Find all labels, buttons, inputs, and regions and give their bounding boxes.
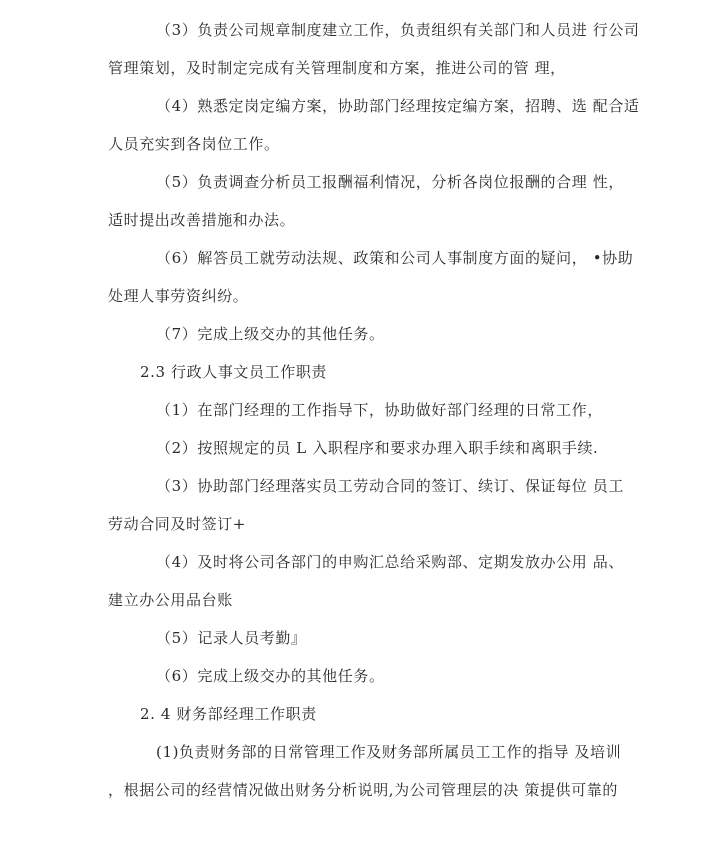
- paragraph-line: （4）熟悉定岗定编方案，协助部门经理按定编方案，招聘、选 配合适: [156, 97, 640, 115]
- paragraph-line: 处理人事劳资纠纷。: [108, 287, 249, 305]
- paragraph-line: （1）在部门经理的工作指导下，协助做好部门经理的日常工作，: [156, 401, 603, 419]
- paragraph-line: （7）完成上级交办的其他任务。: [156, 325, 385, 343]
- paragraph-line: （5）负责调查分析员工报酬福利情况，分析各岗位报酬的合理 性，: [156, 173, 624, 191]
- section-heading: 2. 4 财务部经理工作职责: [140, 705, 317, 723]
- paragraph-line: （3）负责公司规章制度建立工作，负责组织有关部门和人员进 行公司: [156, 21, 640, 39]
- paragraph-line: 适时提出改善措施和办法。: [108, 211, 296, 229]
- paragraph-line: 建立办公用品台账: [108, 591, 233, 609]
- paragraph-line: 人员充实到各岗位工作。: [108, 135, 280, 153]
- paragraph-line: ，根据公司的经营情况做出财务分析说明,为公司管理层的决 策提供可靠的: [108, 781, 618, 799]
- paragraph-line: （6）完成上级交办的其他任务。: [156, 667, 385, 685]
- paragraph-line: （5）记录人员考勤』: [156, 629, 307, 647]
- paragraph-line: (1)负责财务部的日常管理工作及财务部所属员工工作的指导 及培训: [156, 743, 622, 761]
- paragraph-line: 劳动合同及时签订+: [108, 515, 246, 533]
- paragraph-line: （2）按照规定的员 L 入职程序和要求办理入职手续和离职手续.: [156, 439, 599, 457]
- paragraph-line: 管理策划，及时制定完成有关管理制度和方案，推进公司的管 理，: [108, 59, 566, 77]
- section-heading: 2.3 行政人事文员工作职责: [140, 363, 328, 381]
- paragraph-line: （4）及时将公司各部门的申购汇总给采购部、定期发放办公用 品、: [156, 553, 624, 571]
- paragraph-line: （6）解答员工就劳动法规、政策和公司人事制度方面的疑问， •协助: [156, 249, 634, 267]
- paragraph-line: （3）协助部门经理落实员工劳动合同的签订、续订、保证每位 员工: [156, 477, 624, 495]
